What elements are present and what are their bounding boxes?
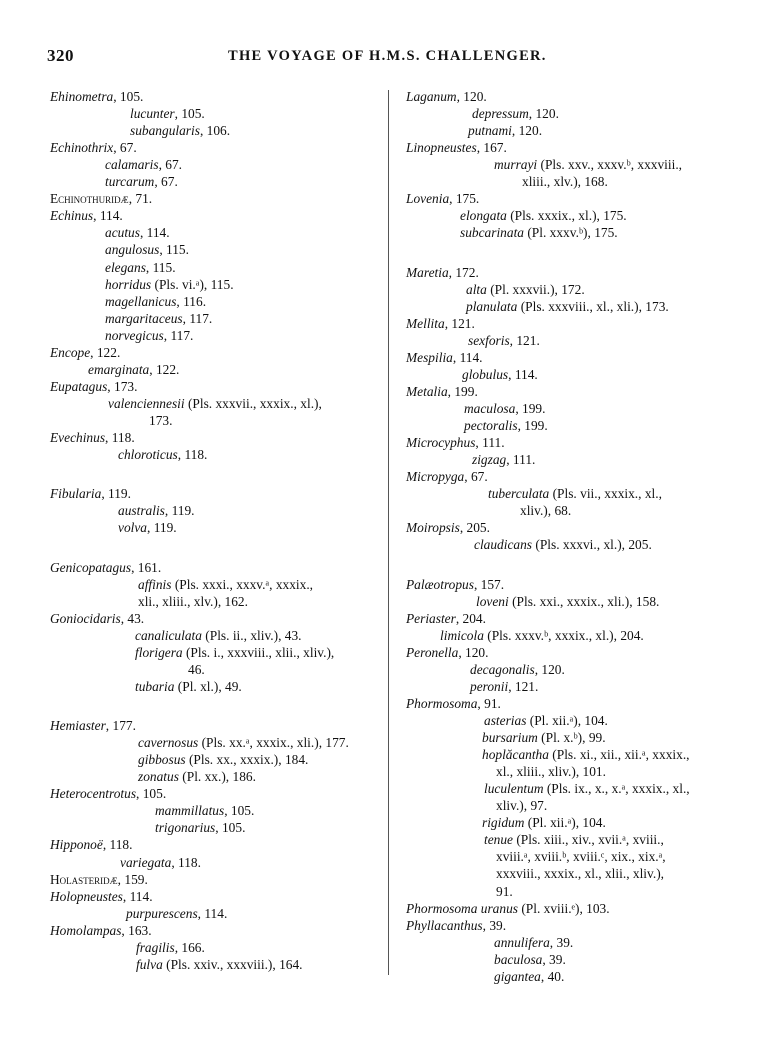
taxon-name: Heterocentrotus <box>50 786 137 802</box>
taxon-name: affinis <box>138 576 172 592</box>
page-reference: (Pls. xi., xii., xii.ᵃ, xxxix., <box>548 747 690 763</box>
page-reference: , 167. <box>476 140 507 156</box>
page-reference: , 120. <box>511 123 543 139</box>
page-reference: , 118. <box>102 837 133 853</box>
index-species-entry <box>108 395 322 412</box>
index-genus-entry <box>50 378 137 395</box>
index-species-entry <box>474 536 652 553</box>
taxon-name: gibbosus <box>138 752 186 768</box>
taxon-name: Maretia <box>406 264 449 280</box>
page-reference: (Pl. xviii.ᵉ), 103. <box>517 900 610 916</box>
page-reference: (Pls. xxiv., xxxviii.), 164. <box>162 956 303 972</box>
column-divider <box>388 90 389 975</box>
index-species-entry <box>88 361 179 378</box>
taxon-name: valenciennesii <box>108 395 185 411</box>
index-genus-entry <box>406 644 488 661</box>
index-species-entry <box>482 729 606 746</box>
page-reference: , 39. <box>542 951 566 967</box>
page-reference: , 118. <box>105 430 135 445</box>
page-reference: , 115. <box>145 259 176 275</box>
index-genus-entry <box>406 468 488 485</box>
page-reference: (Pl. xxxv.ᵇ), 175. <box>523 225 618 241</box>
taxon-name: horridus <box>105 276 152 292</box>
page-reference: , 67. <box>113 140 137 156</box>
index-species-entry <box>105 276 234 293</box>
taxon-name: Phormosoma uranus <box>406 900 518 916</box>
index-species-entry <box>466 281 585 298</box>
index-genus-entry <box>50 610 144 627</box>
index-genus-entry <box>50 785 166 802</box>
index-genus-entry <box>406 917 506 934</box>
page-reference: (Pls. i., xxxviii., xlii., xliv.), <box>182 644 335 660</box>
index-species-entry <box>118 519 177 536</box>
index-species-entry <box>155 802 254 819</box>
page-reference: (Pls. xxxi., xxxv.ᵃ, xxxix., <box>171 576 314 592</box>
page-reference: , 157. <box>473 576 505 592</box>
page-reference: xliv.), 97. <box>496 798 548 814</box>
taxon-name: florigera <box>135 644 183 660</box>
taxon-name: Homolampas <box>50 922 122 938</box>
page-reference: , 71. <box>128 191 153 207</box>
page-reference: , 159. <box>117 871 148 887</box>
taxon-name: maculosa <box>464 401 516 416</box>
taxon-name: margaritaceus <box>105 310 183 326</box>
index-continuation-line <box>520 502 571 519</box>
taxon-name: Phyllacanthus <box>406 917 483 933</box>
page-reference: , 121. <box>508 678 539 694</box>
index-genus-entry <box>50 485 131 502</box>
index-genus-entry <box>406 264 479 281</box>
taxon-name: limicola <box>440 627 484 643</box>
index-species-entry <box>135 644 334 661</box>
page-reference: (Pls. xxxvi., xl.), 205. <box>532 537 652 553</box>
page-reference: , 119. <box>101 486 131 502</box>
index-species-entry <box>105 293 206 310</box>
page-reference: , 39. <box>482 917 507 933</box>
taxon-name: calamaris <box>105 157 159 173</box>
page-reference: , 105. <box>136 786 167 802</box>
taxon-name: australis <box>118 503 165 519</box>
page-reference: (Pls. xxxv.ᵇ, xxxix., xl.), 204. <box>483 627 644 643</box>
page-reference: xliii., xlv.), 168. <box>522 174 608 190</box>
page-reference: , 114. <box>197 905 228 921</box>
taxon-name: alta <box>466 281 487 297</box>
taxon-name: Echinothuridæ <box>50 191 129 207</box>
taxon-name: Micropyga <box>406 469 465 485</box>
taxon-name: zigzag <box>472 452 507 468</box>
taxon-name: tuberculata <box>488 486 550 502</box>
index-genus-entry <box>50 190 152 207</box>
index-species-entry <box>466 298 669 315</box>
taxon-name: Ehinometra <box>50 89 114 104</box>
page-reference: , 115. <box>159 242 189 258</box>
index-genus-entry <box>406 519 490 536</box>
page-reference: (Pl. xii.ᵃ), 104. <box>526 713 608 729</box>
page-reference: (Pls. xx., xxxix.), 184. <box>185 752 309 768</box>
index-continuation-line <box>138 593 248 610</box>
index-species-entry <box>476 593 659 610</box>
taxon-name: chloroticus <box>118 447 178 463</box>
index-species-entry <box>470 661 565 678</box>
page-reference: , 118. <box>177 447 208 463</box>
taxon-name: Mellita <box>406 315 445 331</box>
index-species-entry <box>118 502 195 519</box>
index-species-entry <box>136 956 303 973</box>
taxon-name: Laganum <box>406 89 457 104</box>
page-reference: xliv.), 68. <box>520 503 572 519</box>
taxon-name: Holopneustes <box>50 888 123 904</box>
taxon-name: lucunter <box>130 106 175 122</box>
page-reference: , 40. <box>540 968 565 984</box>
page-reference: (Pls. vi.ᵃ), 115. <box>151 276 234 292</box>
index-species-entry <box>472 451 535 468</box>
index-species-entry <box>136 939 205 956</box>
index-genus-entry <box>406 349 483 366</box>
page-reference: (Pls. ii., xliv.), 43. <box>201 627 302 643</box>
taxon-name: purpurescens <box>126 905 198 921</box>
index-species-entry <box>138 751 308 768</box>
page-reference: , 91. <box>477 695 501 711</box>
index-continuation-line <box>496 848 666 865</box>
taxon-name: variegata <box>120 854 172 870</box>
taxon-name: mammillatus <box>155 803 225 819</box>
page-reference: , 172. <box>448 264 479 280</box>
taxon-name: hoplăcantha <box>482 747 549 763</box>
taxon-name: fulva <box>136 956 163 972</box>
taxon-name: Goniocidaris <box>50 610 121 626</box>
taxon-name: Metalia <box>406 383 448 399</box>
page-reference: , 175. <box>449 191 480 207</box>
page-reference: , 105. <box>113 89 144 104</box>
taxon-name: Hipponoë <box>50 837 103 853</box>
taxon-name: trigonarius <box>155 820 216 836</box>
page-reference: 46. <box>188 661 205 677</box>
index-species-entry <box>472 105 559 122</box>
page-reference: , 121. <box>444 315 475 331</box>
page-reference: , 177. <box>105 718 136 734</box>
page-reference: , 166. <box>174 939 205 955</box>
index-species-entry <box>468 122 542 139</box>
page-reference: , 121. <box>509 332 540 348</box>
index-species-entry <box>484 831 664 848</box>
page-reference: (Pl. xxxvii.), 172. <box>486 281 585 297</box>
taxon-name: Peronella <box>406 644 459 660</box>
page-reference: (Pls. xxxix., xl.), 175. <box>506 208 627 224</box>
index-genus-entry <box>50 344 120 361</box>
taxon-name: sexforis <box>468 332 510 348</box>
page-reference: , 114. <box>508 366 538 382</box>
taxon-name: norvegicus <box>105 327 164 343</box>
taxon-name: annulifera <box>494 934 550 950</box>
page-reference: , 67. <box>464 469 488 485</box>
page-reference: , 120. <box>528 106 559 122</box>
taxon-name: Fibularia <box>50 486 102 502</box>
page-reference: xli., xliii., xlv.), 162. <box>138 593 248 609</box>
index-species-entry <box>105 224 170 241</box>
taxon-name: Phormosoma <box>406 695 478 711</box>
page-reference: , 120. <box>458 644 489 660</box>
index-species-entry <box>105 156 182 173</box>
taxon-name: gigantea <box>494 968 541 984</box>
page-reference: 91. <box>496 883 513 899</box>
taxon-name: tubaria <box>135 678 175 694</box>
taxon-name: Lovenia <box>406 191 450 207</box>
page-reference: , 120. <box>456 89 487 104</box>
index-continuation-line <box>522 173 608 190</box>
taxon-name: murrayi <box>494 157 538 173</box>
taxon-name: cavernosus <box>138 735 199 751</box>
index-continuation-line <box>496 883 513 900</box>
page-reference: , 199. <box>515 401 546 416</box>
index-species-entry <box>105 259 176 276</box>
taxon-name: Microcyphus <box>406 435 476 451</box>
index-genus-entry <box>50 559 161 576</box>
page-reference: (Pls. xxv., xxxv.ᵇ, xxxviii., <box>537 157 683 173</box>
page-reference: , 116. <box>176 293 207 309</box>
page-reference: (Pl. x.ᵇ), 99. <box>537 730 606 746</box>
page-reference: , 205. <box>459 520 490 536</box>
index-genus-entry <box>406 139 507 156</box>
taxon-name: Palæotropus <box>406 576 474 592</box>
taxon-name: zonatus <box>138 769 179 785</box>
index-species-entry <box>462 366 538 383</box>
page-reference: , 67. <box>158 157 183 173</box>
taxon-name: Holasteridæ <box>50 871 118 887</box>
index-species-entry <box>440 627 644 644</box>
index-species-entry <box>488 485 662 502</box>
page-reference: , 117. <box>163 327 194 343</box>
taxon-name: acutus <box>105 225 140 241</box>
page-reference: , 122. <box>90 344 121 360</box>
index-continuation-line <box>496 865 664 882</box>
page-reference: , 43. <box>120 610 145 626</box>
index-genus-entry <box>406 88 487 105</box>
page-reference: 173. <box>149 412 173 428</box>
taxon-name: magellanicus <box>105 293 177 309</box>
taxon-name: planulata <box>466 298 518 314</box>
index-continuation-line <box>149 412 172 429</box>
taxon-name: volva <box>118 520 147 536</box>
page-reference: xviii.ᵃ, xviii.ᵇ, xviii.ᶜ, xix., xix.ᵃ, <box>496 849 666 865</box>
page-reference: , 105. <box>224 803 255 819</box>
taxon-name: elegans <box>105 259 146 275</box>
index-genus-entry <box>50 207 123 224</box>
page-reference: , 105. <box>174 106 205 122</box>
page-reference: , 111. <box>475 435 505 451</box>
taxon-name: bursarium <box>482 730 538 746</box>
index-genus-entry <box>50 139 137 156</box>
page-reference: (Pl. xii.ᵃ), 104. <box>524 815 606 831</box>
index-genus-entry <box>406 315 475 332</box>
index-species-entry <box>138 768 256 785</box>
taxon-name: emarginata <box>88 361 150 377</box>
page-reference: , 199. <box>517 418 548 434</box>
page-reference: (Pls. xxi., xxxix., xli.), 158. <box>508 593 660 609</box>
index-species-entry <box>155 819 245 836</box>
page-reference: (Pl. xx.), 186. <box>178 769 256 785</box>
taxon-name: rigidum <box>482 815 525 831</box>
page-reference: , 39. <box>549 934 574 950</box>
index-species-entry <box>105 173 178 190</box>
taxon-name: Genicopatagus <box>50 559 132 575</box>
page-reference: xxxviii., xxxix., xl., xlii., xliv.), <box>496 866 665 882</box>
index-species-entry <box>494 934 573 951</box>
page-reference: , 120. <box>534 661 565 677</box>
index-genus-entry <box>406 434 505 451</box>
taxon-name: putnami <box>468 123 512 139</box>
page-reference: (Pls. xxxviii., xl., xli.), 173. <box>517 298 669 314</box>
taxon-name: Periaster <box>406 610 456 626</box>
index-species-entry <box>460 224 618 241</box>
index-genus-entry <box>50 871 148 888</box>
page-reference: , 111. <box>506 452 536 468</box>
taxon-name: subcarinata <box>460 225 524 241</box>
index-species-entry <box>105 310 212 327</box>
taxon-name: angulosus <box>105 242 160 258</box>
index-genus-entry <box>50 888 153 905</box>
page-reference: , 118. <box>171 854 201 870</box>
index-species-entry <box>120 854 201 871</box>
page-reference: , 114. <box>452 349 483 365</box>
index-species-entry <box>118 446 207 463</box>
taxon-name: canaliculata <box>135 627 202 643</box>
page-reference: xl., xliii., xliv.), 101. <box>496 764 606 780</box>
index-continuation-line <box>188 661 205 678</box>
taxon-name: turcarum <box>105 174 155 190</box>
taxon-name: depressum <box>472 106 529 122</box>
index-genus-entry <box>50 836 132 853</box>
page-reference: , 114. <box>122 888 153 904</box>
taxon-name: asterias <box>484 713 527 729</box>
page-reference: (Pls. ix., x., x.ᵃ, xxxix., xl., <box>543 781 690 797</box>
taxon-name: loveni <box>476 593 509 609</box>
running-title: THE VOYAGE OF H.M.S. CHALLENGER. <box>228 48 547 64</box>
index-genus-entry <box>50 429 135 446</box>
index-species-entry <box>464 400 545 417</box>
page-reference: , 105. <box>215 820 246 836</box>
index-continuation-line <box>496 797 547 814</box>
taxon-name: Linopneustes <box>406 140 477 156</box>
taxon-name: decagonalis <box>470 661 535 677</box>
taxon-name: Encope <box>50 344 91 360</box>
index-species-entry <box>494 951 566 968</box>
taxon-name: Echinothrix <box>50 140 114 156</box>
page-reference: , 173. <box>107 378 138 394</box>
taxon-name: fragilis <box>136 939 175 955</box>
index-species-entry <box>138 734 349 751</box>
page-reference: , 199. <box>447 383 478 399</box>
taxon-name: tenue <box>484 832 513 848</box>
index-species-entry <box>138 576 313 593</box>
taxon-name: Evechinus <box>50 430 106 445</box>
index-species-entry <box>130 122 230 139</box>
index-genus-entry <box>50 88 143 105</box>
index-genus-entry <box>406 695 501 712</box>
page-number: 320 <box>47 46 74 65</box>
index-species-entry <box>484 712 608 729</box>
index-species-entry <box>135 678 242 695</box>
index-species-entry <box>468 332 540 349</box>
page-reference: , 122. <box>149 361 180 377</box>
page-reference: (Pls. xxxvii., xxxix., xl.), <box>184 395 322 411</box>
index-species-entry <box>126 905 227 922</box>
index-genus-entry <box>50 717 136 734</box>
taxon-name: peronii <box>470 678 509 694</box>
index-species-entry <box>135 627 302 644</box>
page-reference: (Pls. vii., xxxix., xl., <box>549 486 662 502</box>
taxon-name: subangularis <box>130 123 200 139</box>
index-continuation-line <box>496 763 606 780</box>
index-genus-entry <box>406 576 504 593</box>
page-reference: , 117. <box>182 310 213 326</box>
index-species-entry <box>482 814 606 831</box>
index-species-entry <box>105 241 189 258</box>
page-reference: , 119. <box>164 503 195 519</box>
taxon-name: claudicans <box>474 537 533 553</box>
page-reference: , 119. <box>147 520 177 536</box>
page-reference: (Pl. xl.), 49. <box>174 678 242 694</box>
index-species-entry <box>484 780 690 797</box>
page-reference: , 114. <box>93 208 123 224</box>
taxon-name: Mespilia <box>406 349 453 365</box>
index-species-entry <box>464 417 548 434</box>
page-reference: , 204. <box>455 610 486 626</box>
taxon-name: luculentum <box>484 781 544 797</box>
index-genus-entry <box>50 922 152 939</box>
taxon-name: pectoralis <box>464 418 518 434</box>
index-species-entry <box>494 968 564 985</box>
page-reference: , 114. <box>139 225 170 241</box>
index-species-entry <box>470 678 538 695</box>
taxon-name: Moiropsis <box>406 520 460 536</box>
index-genus-entry <box>406 900 610 917</box>
index-species-entry <box>130 105 205 122</box>
index-genus-entry <box>406 383 478 400</box>
taxon-name: Echinus <box>50 208 94 224</box>
page-reference: (Pls. xx.ᵃ, xxxix., xli.), 177. <box>198 735 349 751</box>
index-genus-entry <box>406 190 479 207</box>
index-species-entry <box>482 746 690 763</box>
taxon-name: elongata <box>460 208 507 224</box>
taxon-name: baculosa <box>494 951 543 967</box>
page-reference: , 67. <box>154 174 178 190</box>
taxon-name: Eupatagus <box>50 378 108 394</box>
taxon-name: Hemiaster <box>50 718 106 734</box>
index-species-entry <box>494 156 682 173</box>
page-reference: , 163. <box>121 922 152 938</box>
page-reference: , 161. <box>131 559 162 575</box>
page-reference: (Pls. xiii., xiv., xvii.ᵃ, xviii., <box>513 832 664 848</box>
index-species-entry <box>105 327 193 344</box>
page-reference: , 106. <box>199 123 231 139</box>
taxon-name: globulus <box>462 366 509 382</box>
index-genus-entry <box>406 610 486 627</box>
index-species-entry <box>460 207 627 224</box>
